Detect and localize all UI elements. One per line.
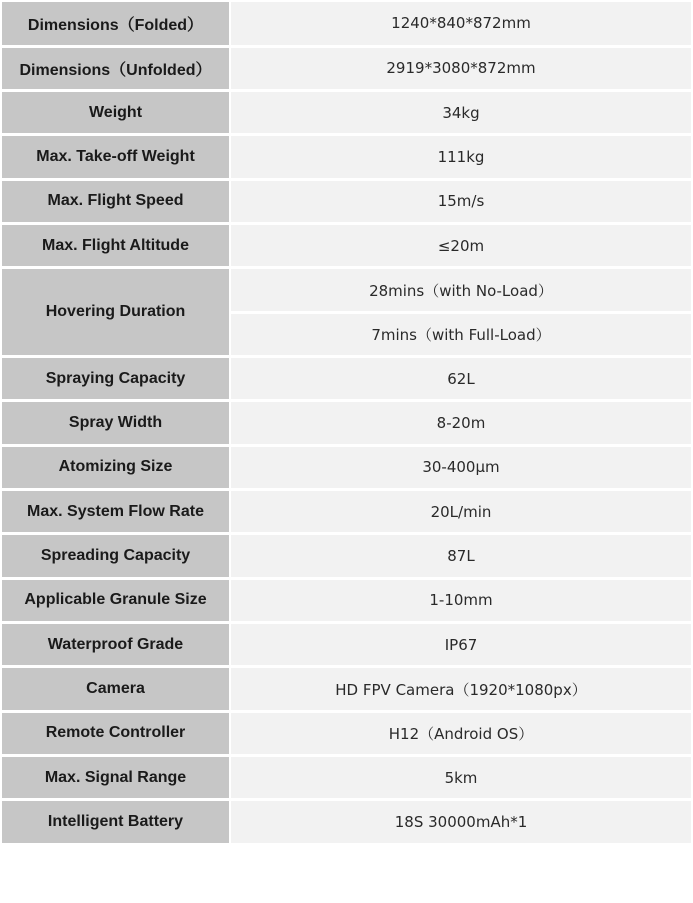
- spec-row: [2, 534, 691, 578]
- spec-value: 8-20m: [230, 401, 691, 445]
- spec-row: [2, 401, 691, 445]
- spec-table: [2, 2, 691, 846]
- spec-value: 30-400μm: [230, 445, 691, 489]
- spec-value: 5km: [230, 756, 691, 800]
- spec-value: 34kg: [230, 91, 691, 135]
- spec-value: ≤20m: [230, 224, 691, 268]
- spec-label: Spraying Capacity: [2, 357, 230, 401]
- spec-value: 15m/s: [230, 179, 691, 223]
- spec-row: [2, 667, 691, 711]
- spec-value: 18S 30000mAh*1: [230, 800, 691, 844]
- spec-row: [2, 224, 691, 268]
- spec-label: Waterproof Grade: [2, 623, 230, 667]
- spec-row: [2, 2, 691, 46]
- spec-row: [2, 268, 691, 312]
- spec-row: [2, 578, 691, 622]
- spec-row: [2, 357, 691, 401]
- spec-label: Max. System Flow Rate: [2, 490, 230, 534]
- spec-label: Max. Flight Speed: [2, 179, 230, 223]
- spec-row: [2, 711, 691, 755]
- spec-value: 1240*840*872mm: [230, 2, 691, 46]
- spec-label: Hovering Duration: [2, 268, 230, 357]
- spec-value: 28mins（with No-Load）: [230, 268, 691, 312]
- spec-value: HD FPV Camera（1920*1080px）: [230, 667, 691, 711]
- spec-row: [2, 135, 691, 179]
- spec-row: [2, 800, 691, 844]
- spec-label: Atomizing Size: [2, 445, 230, 489]
- spec-row: [2, 46, 691, 90]
- spec-label: Weight: [2, 91, 230, 135]
- spec-value: 7mins（with Full-Load）: [230, 312, 691, 356]
- spec-value: IP67: [230, 623, 691, 667]
- spec-label: Spreading Capacity: [2, 534, 230, 578]
- spec-label: Max. Take-off Weight: [2, 135, 230, 179]
- spec-value: 1-10mm: [230, 578, 691, 622]
- spec-row: [2, 756, 691, 800]
- spec-table-body: [2, 2, 691, 844]
- spec-label: Max. Flight Altitude: [2, 224, 230, 268]
- spec-label: Dimensions（Unfolded）: [2, 46, 230, 90]
- spec-label: Intelligent Battery: [2, 800, 230, 844]
- spec-value: 20L/min: [230, 490, 691, 534]
- spec-row: [2, 179, 691, 223]
- spec-value: 111kg: [230, 135, 691, 179]
- spec-row: [2, 623, 691, 667]
- spec-row: [2, 445, 691, 489]
- spec-value: 2919*3080*872mm: [230, 46, 691, 90]
- spec-row: [2, 490, 691, 534]
- spec-label: Max. Signal Range: [2, 756, 230, 800]
- spec-label: Spray Width: [2, 401, 230, 445]
- spec-label: Dimensions（Folded）: [2, 2, 230, 46]
- spec-value: 87L: [230, 534, 691, 578]
- spec-label: Camera: [2, 667, 230, 711]
- spec-value: H12（Android OS）: [230, 711, 691, 755]
- spec-row: [2, 91, 691, 135]
- spec-label: Applicable Granule Size: [2, 578, 230, 622]
- spec-value: 62L: [230, 357, 691, 401]
- spec-label: Remote Controller: [2, 711, 230, 755]
